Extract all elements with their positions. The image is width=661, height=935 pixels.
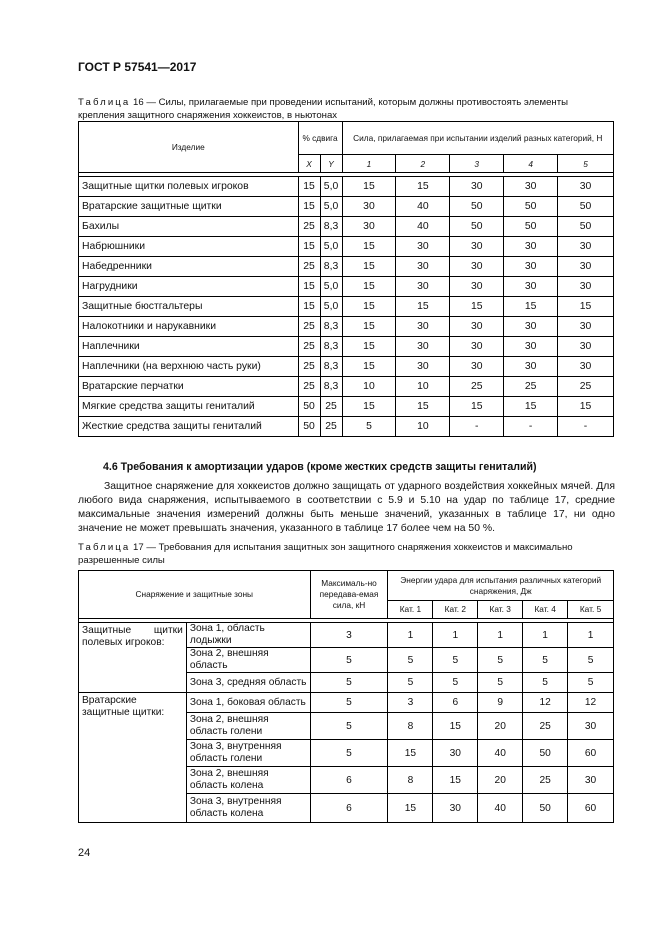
force-cell: 15 (558, 397, 614, 417)
force-cell: - (558, 417, 614, 437)
table17-subheader-cat: Кат. 3 (478, 601, 523, 619)
shift-y-cell: 8,3 (320, 337, 342, 357)
force-cell: 15 (342, 237, 396, 257)
shift-x-cell: 25 (298, 217, 320, 237)
table17-subheader-cat: Кат. 2 (433, 601, 478, 619)
energy-cell: 50 (523, 794, 568, 823)
energy-cell: 40 (478, 740, 523, 767)
force-cell: 30 (558, 177, 614, 197)
energy-cell: 5 (433, 648, 478, 673)
force-cell: 30 (396, 237, 450, 257)
energy-cell: 1 (478, 623, 523, 648)
force-cell: 25 (558, 377, 614, 397)
energy-cell: 40 (478, 794, 523, 823)
energy-cell: 6 (433, 693, 478, 713)
force-cell: 30 (504, 237, 558, 257)
force-cell: 40 (396, 197, 450, 217)
shift-x-cell: 15 (298, 177, 320, 197)
force-cell: 15 (342, 317, 396, 337)
force-cell: 15 (396, 397, 450, 417)
force-cell: 30 (450, 337, 504, 357)
item-name-cell: Жесткие средства защиты гениталий (79, 417, 299, 437)
energy-cell: 1 (433, 623, 478, 648)
force-cell: 15 (342, 177, 396, 197)
table-row (79, 297, 614, 317)
force-cell: 10 (396, 377, 450, 397)
energy-cell: 25 (523, 713, 568, 740)
force-cell: 15 (342, 277, 396, 297)
force-cell: 30 (504, 357, 558, 377)
force-cell: 30 (558, 277, 614, 297)
force-cell: 15 (342, 297, 396, 317)
shift-y-cell: 8,3 (320, 357, 342, 377)
zone-cell: Зона 3, внутренняя область голени (186, 740, 310, 767)
force-cell: 30 (450, 357, 504, 377)
force-cell: 30 (450, 237, 504, 257)
shift-x-cell: 25 (298, 257, 320, 277)
force-cell: 15 (450, 297, 504, 317)
shift-x-cell: 25 (298, 337, 320, 357)
force-cell: 30 (396, 337, 450, 357)
energy-cell: 8 (388, 713, 433, 740)
force-cell: 30 (396, 317, 450, 337)
shift-y-cell: 25 (320, 397, 342, 417)
energy-cell: 1 (523, 623, 568, 648)
force-cell: - (504, 417, 558, 437)
force-cell: 30 (504, 277, 558, 297)
table17-header-equipment: Снаряжение и защитные зоны (79, 571, 311, 619)
energy-cell: 5 (478, 648, 523, 673)
energy-cell: 15 (388, 794, 433, 823)
document-header: ГОСТ Р 57541—2017 (78, 60, 197, 74)
energy-cell: 5 (388, 648, 433, 673)
table16-body (79, 177, 614, 437)
force-cell: 50 (504, 217, 558, 237)
energy-cell: 5 (523, 648, 568, 673)
force-cell: 30 (342, 197, 396, 217)
shift-y-cell: 8,3 (320, 257, 342, 277)
table-16 (78, 121, 614, 437)
energy-cell: 9 (478, 693, 523, 713)
energy-cell: 15 (433, 713, 478, 740)
force-cell: 30 (558, 317, 614, 337)
table-row (79, 237, 614, 257)
shift-x-cell: 15 (298, 237, 320, 257)
energy-cell: 60 (568, 740, 614, 767)
section-title: 4.6 Требования к амортизации ударов (кроме жестких средств защиты гениталий) (103, 461, 537, 473)
shift-x-cell: 15 (298, 297, 320, 317)
table16-header-shift: % сдвига (298, 122, 342, 155)
force-cell: 30 (396, 257, 450, 277)
table16-subheader-cat: 4 (504, 155, 558, 173)
table17-header-max-force: Максималь-но передава-емая сила, кН (310, 571, 388, 619)
force-cell: 30 (558, 237, 614, 257)
zone-cell: Зона 1, боковая область (186, 693, 310, 713)
max-force-cell: 5 (310, 693, 388, 713)
table16-subheader-cat: 2 (396, 155, 450, 173)
table-row (79, 217, 614, 237)
item-name-cell: Мягкие средства защиты гениталий (79, 397, 299, 417)
max-force-cell: 5 (310, 740, 388, 767)
energy-cell: 50 (523, 740, 568, 767)
force-cell: 30 (504, 337, 558, 357)
shift-x-cell: 25 (298, 317, 320, 337)
force-cell: 15 (396, 297, 450, 317)
force-cell: 15 (342, 357, 396, 377)
shift-x-cell: 25 (298, 377, 320, 397)
table16-subheader-cat: 1 (342, 155, 396, 173)
max-force-cell: 5 (310, 673, 388, 693)
force-cell: 15 (342, 257, 396, 277)
item-name-cell: Защитные бюстгальтеры (79, 297, 299, 317)
energy-cell: 5 (523, 673, 568, 693)
energy-cell: 15 (388, 740, 433, 767)
table17-caption-text: 17 — Требования для испытания защитных зон защитного снаряжения хоккеистов и максимально разрешенные силы (78, 542, 573, 566)
force-cell: 50 (558, 197, 614, 217)
force-cell: 30 (450, 277, 504, 297)
shift-y-cell: 8,3 (320, 377, 342, 397)
zone-cell: Зона 3, средняя область (186, 673, 310, 693)
energy-cell: 5 (388, 673, 433, 693)
force-cell: - (450, 417, 504, 437)
table17-subheader-cat: Кат. 4 (523, 601, 568, 619)
force-cell: 50 (450, 197, 504, 217)
item-name-cell: Налокотники и нарукавники (79, 317, 299, 337)
table16-subheader-cat: 5 (558, 155, 614, 173)
force-cell: 40 (396, 217, 450, 237)
force-cell: 10 (396, 417, 450, 437)
equipment-cell: Защитные щитки полевых игроков: (79, 623, 187, 693)
zone-cell: Зона 2, внешняя область голени (186, 713, 310, 740)
energy-cell: 60 (568, 794, 614, 823)
force-cell: 30 (396, 357, 450, 377)
energy-cell: 20 (478, 767, 523, 794)
force-cell: 30 (558, 337, 614, 357)
force-cell: 30 (504, 177, 558, 197)
force-cell: 15 (342, 337, 396, 357)
table-row (79, 693, 614, 713)
energy-cell: 30 (568, 767, 614, 794)
shift-y-cell: 8,3 (320, 217, 342, 237)
table17-subheader-cat: Кат. 1 (388, 601, 433, 619)
force-cell: 15 (558, 297, 614, 317)
item-name-cell: Наплечники (на верхнюю часть руки) (79, 357, 299, 377)
table-row (79, 177, 614, 197)
shift-x-cell: 25 (298, 357, 320, 377)
table-row (79, 623, 614, 648)
max-force-cell: 6 (310, 794, 388, 823)
energy-cell: 30 (568, 713, 614, 740)
shift-y-cell: 25 (320, 417, 342, 437)
table-row (79, 357, 614, 377)
table16-subheader-y: Y (320, 155, 342, 173)
shift-x-cell: 50 (298, 417, 320, 437)
energy-cell: 1 (388, 623, 433, 648)
table16-caption-text: 16 — Силы, прилагаемые при проведении испытаний, которым должны противостоять элементы крепления защитного снаряжения хоккеистов, в ньютонах (78, 97, 569, 121)
body-paragraph (78, 480, 615, 536)
page-number: 24 (78, 847, 91, 859)
energy-cell: 5 (568, 648, 614, 673)
table16-header-item: Изделие (79, 122, 299, 173)
shift-y-cell: 5,0 (320, 197, 342, 217)
table-row (79, 257, 614, 277)
item-name-cell: Набедренники (79, 257, 299, 277)
table-row (79, 377, 614, 397)
table16-caption (78, 96, 598, 122)
max-force-cell: 3 (310, 623, 388, 648)
energy-cell: 30 (433, 794, 478, 823)
force-cell: 30 (558, 257, 614, 277)
energy-cell: 5 (433, 673, 478, 693)
force-cell: 30 (450, 257, 504, 277)
item-name-cell: Защитные щитки полевых игроков (79, 177, 299, 197)
force-cell: 30 (504, 257, 558, 277)
shift-y-cell: 8,3 (320, 317, 342, 337)
table-row (79, 397, 614, 417)
force-cell: 15 (504, 297, 558, 317)
energy-cell: 12 (523, 693, 568, 713)
max-force-cell: 5 (310, 648, 388, 673)
energy-cell: 15 (433, 767, 478, 794)
item-name-cell: Набрюшники (79, 237, 299, 257)
energy-cell: 5 (568, 673, 614, 693)
force-cell: 30 (342, 217, 396, 237)
energy-cell: 5 (478, 673, 523, 693)
force-cell: 30 (396, 277, 450, 297)
energy-cell: 12 (568, 693, 614, 713)
table-row (79, 197, 614, 217)
table16-caption-label: Таблица (78, 97, 131, 108)
force-cell: 50 (450, 217, 504, 237)
shift-x-cell: 50 (298, 397, 320, 417)
force-cell: 15 (450, 397, 504, 417)
paragraph-text: Защитное снаряжение для хоккеистов должно защищать от ударного воздействия хоккейных мячей. Для любого вида снаряжения, испытываемого в соответствии с 5.9 и 5.10 на удар по таблице 17, средние максимальные значения измерений должны быть меньше значений, указанных в таблице 17, ни одно значение не может превышать значения, указанного в таблице 17 более чем на 50 %. (78, 481, 615, 534)
energy-cell: 20 (478, 713, 523, 740)
energy-cell: 3 (388, 693, 433, 713)
shift-y-cell: 5,0 (320, 297, 342, 317)
table17-caption-label: Таблица (78, 542, 131, 553)
table-row (79, 277, 614, 297)
shift-y-cell: 5,0 (320, 277, 342, 297)
force-cell: 30 (450, 177, 504, 197)
table17-subheader-cat: Кат. 5 (568, 601, 614, 619)
table-row (79, 417, 614, 437)
zone-cell: Зона 2, внешняя область (186, 648, 310, 673)
table16-subheader-cat: 3 (450, 155, 504, 173)
item-name-cell: Наплечники (79, 337, 299, 357)
energy-cell: 25 (523, 767, 568, 794)
force-cell: 15 (342, 397, 396, 417)
force-cell: 5 (342, 417, 396, 437)
table16-subheader-x: X (298, 155, 320, 173)
shift-y-cell: 5,0 (320, 177, 342, 197)
zone-cell: Зона 2, внешняя область колена (186, 767, 310, 794)
force-cell: 25 (504, 377, 558, 397)
equipment-cell: Вратарские защитные щитки: (79, 693, 187, 823)
item-name-cell: Бахилы (79, 217, 299, 237)
item-name-cell: Нагрудники (79, 277, 299, 297)
energy-cell: 8 (388, 767, 433, 794)
item-name-cell: Вратарские перчатки (79, 377, 299, 397)
table-row (79, 337, 614, 357)
max-force-cell: 5 (310, 713, 388, 740)
shift-x-cell: 15 (298, 277, 320, 297)
table17-caption (78, 541, 616, 567)
force-cell: 15 (504, 397, 558, 417)
shift-y-cell: 5,0 (320, 237, 342, 257)
force-cell: 30 (558, 357, 614, 377)
zone-cell: Зона 1, область лодыжки (186, 623, 310, 648)
energy-cell: 30 (433, 740, 478, 767)
force-cell: 25 (450, 377, 504, 397)
table17-body (79, 623, 614, 823)
table-row (79, 317, 614, 337)
energy-cell: 1 (568, 623, 614, 648)
max-force-cell: 6 (310, 767, 388, 794)
zone-cell: Зона 3, внутренняя область колена (186, 794, 310, 823)
force-cell: 10 (342, 377, 396, 397)
force-cell: 15 (396, 177, 450, 197)
force-cell: 30 (450, 317, 504, 337)
force-cell: 50 (504, 197, 558, 217)
table17-header-energy: Энергии удара для испытания различных категорий снаряжения, Дж (388, 571, 614, 601)
shift-x-cell: 15 (298, 197, 320, 217)
force-cell: 50 (558, 217, 614, 237)
table16-header-force: Сила, прилагаемая при испытании изделий разных категорий, Н (342, 122, 613, 155)
force-cell: 30 (504, 317, 558, 337)
item-name-cell: Вратарские защитные щитки (79, 197, 299, 217)
table-17 (78, 570, 614, 823)
